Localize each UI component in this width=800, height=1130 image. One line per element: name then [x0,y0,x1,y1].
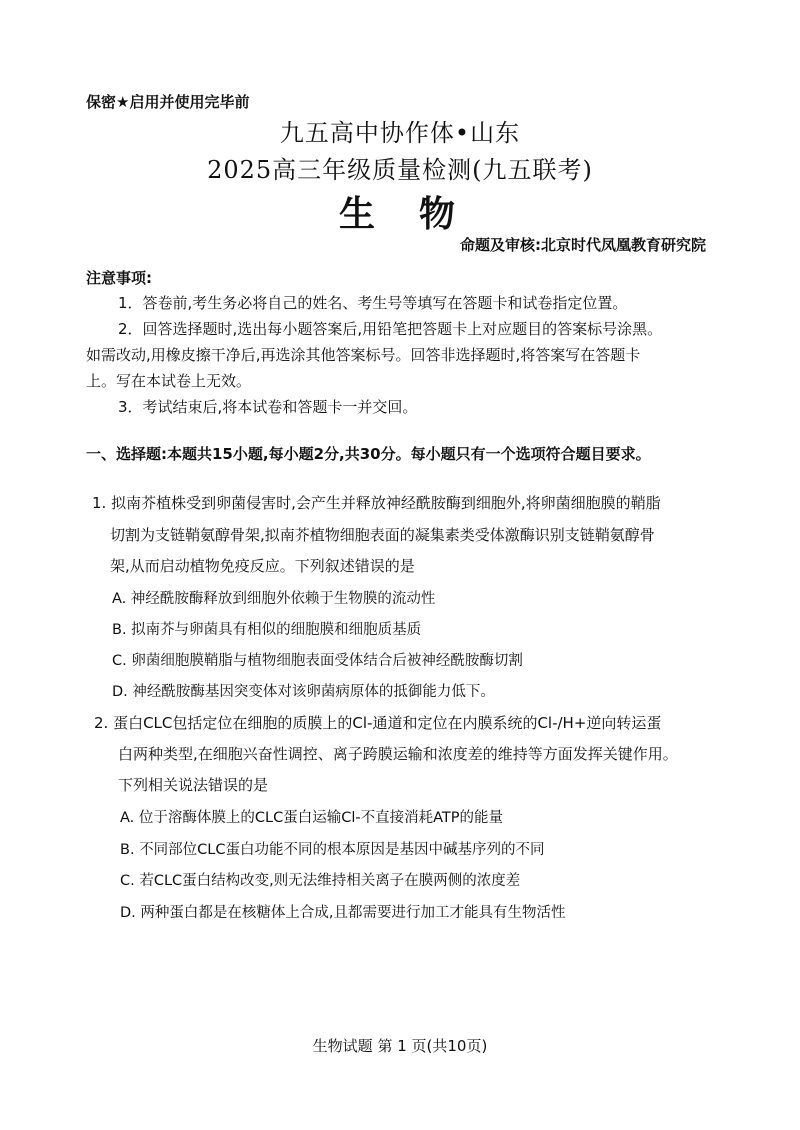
notice-item-2-line-3: 上。写在本试卷上无效。 [86,372,252,390]
exam-title-line1: 九五高中协作体•山东 [279,119,521,147]
question-2-option-b: B. 不同部位CLC蛋白功能不同的根本原因是基因中碱基序列的不同 [120,842,545,858]
notice-item-3: 3．考试结束后,将本试卷和答题卡一并交回。 [118,398,418,416]
question-1-option-b: B. 拟南芥与卵菌具有相似的细胞膜和细胞质基质 [112,622,422,638]
confidential-label: 保密★启用并使用完毕前 [86,93,250,111]
question-2-stem-line-3: 下列相关说法错误的是 [118,776,269,794]
question-1-stem-line-1: 1. 拟南芥植株受到卵菌侵害时,会产生并释放神经酰胺酶到细胞外,将卵菌细胞膜的鞘脂 [92,494,661,512]
notice-item-1: 1．答卷前,考生务必将自己的姓名、考生号等填写在答题卡和试卷指定位置。 [118,294,628,312]
question-1-option-c: C. 卵菌细胞膜鞘脂与植物细胞表面受体结合后被神经酰胺酶切割 [112,653,523,669]
author-line: 命题及审核:北京时代凤凰教育研究院 [459,236,706,254]
question-1-option-a: A. 神经酰胺酶释放到细胞外依赖于生物膜的流动性 [112,591,436,607]
notice-item-2-line-1: 2．回答选择题时,选出每小题答案后,用铅笔把答题卡上对应题目的答案标号涂黑。 [118,320,663,338]
notice-heading: 注意事项: [86,269,152,287]
question-2-option-c: C. 若CLC蛋白结构改变,则无法维持相关离子在膜两侧的浓度差 [120,873,521,889]
subject-char-1: 生 [338,194,381,235]
exam-title-line2: 2025高三年级质量检测(九五联考) [207,156,593,184]
subject-char-2: 物 [419,194,462,235]
notice-item-2-line-2: 如需改动,用橡皮擦干净后,再选涂其他答案标号。回答非选择题时,将答案写在答题卡 [86,346,641,364]
question-2-stem-line-2: 白两种类型,在细胞兴奋性调控、离子跨膜运输和浓度差的维持等方面发挥关键作用。 [118,745,678,763]
section-heading: 一、选择题:本题共15小题,每小题2分,共30分。每小题只有一个选项符合题目要求。 [86,445,651,463]
subject-title [0,186,800,237]
page-footer: 生物试题 第 1 页(共10页) [312,1037,488,1055]
question-1-stem-line-2: 切割为支链鞘氨醇骨架,拟南芥植物细胞表面的凝集素类受体激酶识别支链鞘氨醇骨 [110,526,655,544]
question-2-option-d: D. 两种蛋白都是在核糖体上合成,且都需要进行加工才能具有生物活性 [120,905,566,921]
question-1-option-d: D. 神经酰胺酶基因突变体对该卵菌病原体的抵御能力低下。 [112,684,495,700]
question-1-stem-line-3: 架,从而启动植物免疫反应。下列叙述错误的是 [110,557,415,575]
question-2-option-a: A. 位于溶酶体膜上的CLC蛋白运输Cl-不直接消耗ATP的能量 [120,810,503,826]
question-2-stem-line-1: 2. 蛋白CLC包括定位在细胞的质膜上的Cl-通道和定位在内膜系统的Cl-/H+逆向转运蛋 [94,714,662,732]
